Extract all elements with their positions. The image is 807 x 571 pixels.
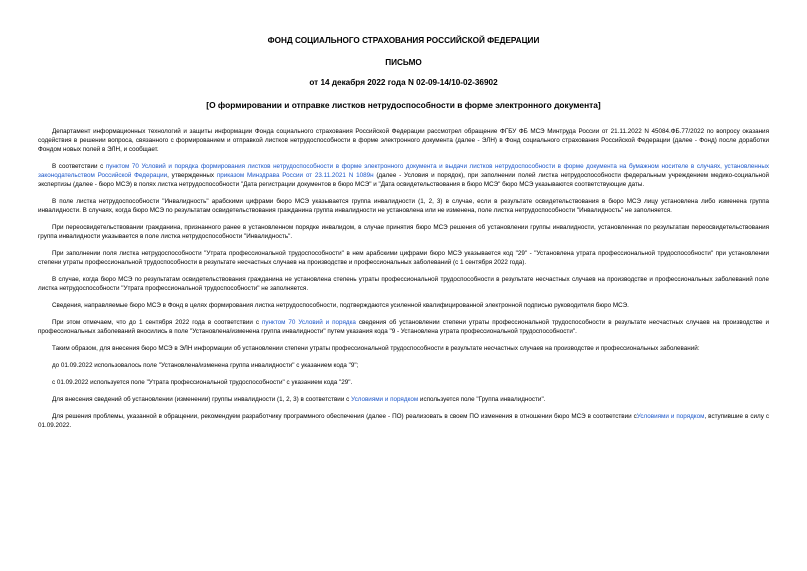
link-order-minzdrav-1089n[interactable]: приказом Минздрава России от 23.11.2021 N 1089н	[216, 171, 374, 179]
paragraph	[38, 198, 769, 216]
paragraph-text: сведения об установлении степени утраты профессиональной трудоспособности в результате несчастных случаев на производстве и профессиональных заболеваний вносились в поле "Установлена/изменена группа инвалидности" путем указания кода "9 - Установлена утрата профессиональной трудоспособности".	[38, 318, 769, 335]
paragraph-text: При этом отмечаем, что до 1 сентября 2022 года в соответствии с	[52, 318, 262, 326]
link-p70-conditions[interactable]: пунктом 70 Условий и порядка	[261, 318, 356, 326]
paragraph-text: При переосвидетельствовании гражданина, признанного ранее в установленном порядке инвалидом, в случае принятия бюро МСЭ решения об установлении группы инвалидности, установленная по результатам переосвидетельствования группа инвалидности указывается в поле листка нетрудоспособности "Инвалидность".	[38, 223, 769, 240]
paragraph	[38, 128, 769, 155]
paragraph-text: Сведения, направляемые бюро МСЭ в Фонд в целях формирования листка нетрудоспособности, подтверждаются усиленной квалифицированной электронной подписью руководителя бюро МСЭ.	[52, 301, 629, 309]
paragraph	[38, 413, 769, 431]
document-type: ПИСЬМО	[385, 58, 422, 67]
paragraph	[38, 250, 769, 268]
paragraph	[38, 379, 769, 388]
document-date-number: от 14 декабря 2022 года N 02-09-14/10-02-36902	[309, 78, 498, 87]
paragraph-text: до 01.09.2022 использовалось поле "Установлена/изменена группа инвалидности" с указанием кода "9";	[52, 362, 359, 369]
paragraph-text: Таким образом, для внесения бюро МСЭ в ЭЛН информации об установлении степени утраты профессиональной трудоспособности в результате несчастных случаев на производстве и профессиональных заболеваний:	[52, 344, 700, 352]
link-conditions-procedure-p70[interactable]: пунктом 70 Условий и порядка формирования листков нетрудоспособности в форме электронного документа и выдачи листков нетрудоспособности в форме документа на бумажном носителе в случаях, установленных законодательством Российской Федерации	[38, 162, 769, 179]
paragraph	[38, 276, 769, 294]
link-conditions-and-procedure[interactable]: Условиями и порядком	[350, 396, 419, 404]
paragraph	[38, 224, 769, 242]
paragraph-text: В случае, когда бюро МСЭ по результатам освидетельствования гражданина не установлена степень утраты профессиональной трудоспособности в результате несчастных случаев на производстве и профессиональных заболеваний поле листка нетрудоспособности "Утрата профессиональной трудоспособности" не заполняется.	[38, 275, 769, 292]
link-conditions-and-procedure-2[interactable]: Условиями и порядком	[636, 413, 705, 421]
paragraph-text: , вступившие в силу с 01.09.2022.	[38, 413, 769, 430]
paragraph-text: с 01.09.2022 используется поле "Утрата профессиональной трудоспособности" с указанием кода "29".	[52, 379, 353, 387]
paragraph-text: В соответствии с	[52, 162, 106, 170]
paragraph	[38, 362, 769, 371]
paragraph-text: Для внесения сведений об установлении (изменении) группы инвалидности (1, 2, 3) в соответствии с	[52, 396, 351, 404]
paragraph	[38, 163, 769, 190]
paragraph-text: , утвержденных	[167, 171, 217, 179]
paragraph	[38, 345, 769, 354]
paragraph-text: В поле листка нетрудоспособности "Инвалидность" арабскими цифрами бюро МСЭ указывается группа инвалидности (1, 2, 3) в случае, если в результате освидетельствования в бюро МСЭ лицу установлена либо изменена группа инвалидности. В случаях, когда бюро МСЭ по результатам освидетельствования гражданина группа инвалидности не установлена или не изменена, поле листка нетрудоспособности "Инвалидность" не заполняется.	[38, 197, 769, 214]
paragraph	[38, 396, 769, 405]
paragraph-text: При заполнении поля листка нетрудоспособности "Утрата профессиональной трудоспособности" в нем арабскими цифрами бюро МСЭ указывается код "29" - "Установлена утрата профессиональной трудоспособности" при установлении степени утраты профессиональной трудоспособности в результате несчастных случаев на производстве и профессиональных заболеваний (с 1 сентября 2022 года).	[38, 249, 769, 266]
paragraph-text: Департамент информационных технологий и защиты информации Фонда социального страхования Российской Федерации рассмотрел обращение ФГБУ ФБ МСЭ Минтруда России от 21.11.2022 N 45084.ФБ.77/2022 по вопросу оказания содействия в решении вопроса, связанного с формированием и отправкой листков нетрудоспособности в форме электронного документа (далее - ЭЛН) в Фонд социального страхования Российской Федерации (далее - Фонд) после доработки Фондом новых полей в ЭЛН, и сообщает.	[38, 128, 769, 153]
paragraph-text: (далее - Условия и порядок), при заполнении полей листка нетрудоспособности федеральным учреждением медико-социальной экспертизы (далее - бюро МСЭ) в полях листка нетрудоспособности "Дата регистрации документов в бюро МСЭ" и "Дата освидетельствования в бюро МСЭ" бюро МСЭ указываются соответствующие даты.	[38, 171, 769, 188]
document-subject: [О формировании и отправке листков нетрудоспособности в форме электронного документа]	[206, 100, 601, 110]
organization-title: ФОНД СОЦИАЛЬНОГО СТРАХОВАНИЯ РОССИЙСКОЙ ФЕДЕРАЦИИ	[267, 36, 540, 45]
paragraph-text: Для решения проблемы, указанной в обращении, рекомендуем разработчику программного обеспечения (далее - ПО) реализовать в своем ПО изменения в отношении бюро МСЭ в соответствии с	[52, 413, 637, 421]
paragraph	[38, 319, 769, 337]
document-body	[38, 128, 769, 431]
paragraph-text: используется поле "Группа инвалидности".	[418, 396, 546, 404]
paragraph	[38, 302, 769, 311]
